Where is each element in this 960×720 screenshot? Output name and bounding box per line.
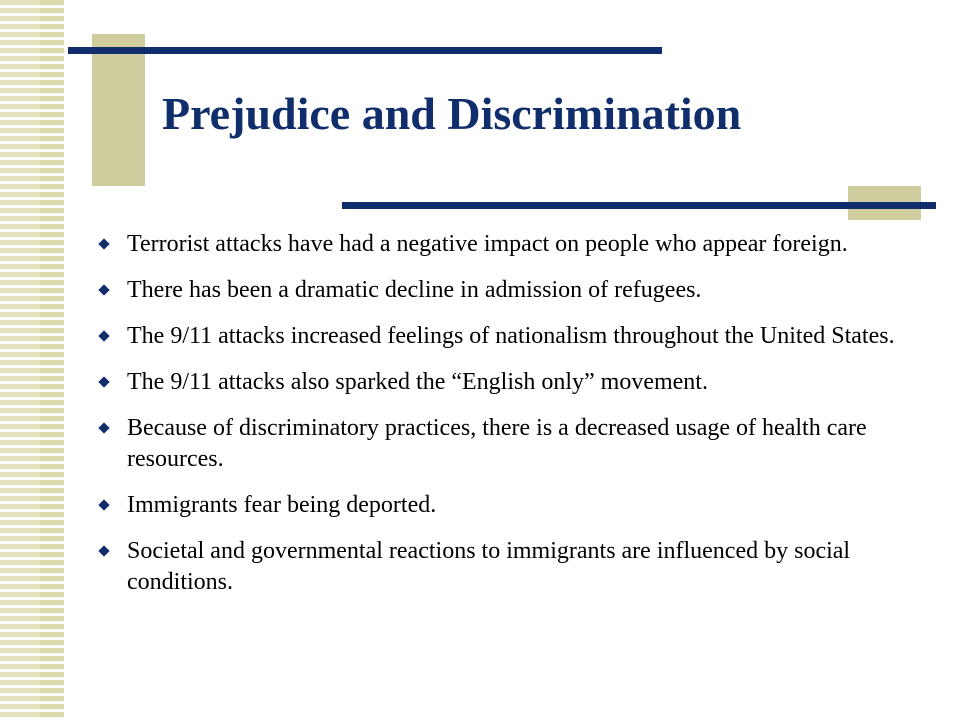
diamond-bullet-icon	[98, 376, 109, 387]
bullet-item	[96, 367, 916, 398]
bullet-text: There has been a dramatic decline in admission of refugees.	[127, 277, 702, 303]
bullet-item	[96, 275, 916, 306]
diamond-bullet-icon	[98, 545, 109, 556]
decorative-stripes	[0, 0, 64, 720]
bullet-text: Societal and governmental reactions to immigrants are influenced by social conditions.	[127, 538, 851, 595]
bullet-item	[96, 413, 916, 475]
bullet-text: Terrorist attacks have had a negative impact on people who appear foreign.	[127, 231, 848, 257]
bullet-item	[96, 321, 916, 352]
bullet-text: Immigrants fear being deported.	[127, 492, 437, 518]
bullet-text: Because of discriminatory practices, there is a decreased usage of health care resources.	[127, 415, 867, 472]
bullet-item	[96, 490, 916, 521]
diamond-bullet-icon	[98, 284, 109, 295]
decorative-line-top	[68, 47, 662, 54]
bullet-text: The 9/11 attacks increased feelings of nationalism throughout the United States.	[127, 323, 895, 349]
bullet-list	[96, 229, 916, 613]
diamond-bullet-icon	[98, 499, 109, 510]
bullet-text: The 9/11 attacks also sparked the “English only” movement.	[127, 369, 708, 395]
decorative-line-bottom	[342, 202, 936, 209]
bullet-item	[96, 229, 916, 260]
slide-title: Prejudice and Discrimination	[162, 88, 742, 139]
decorative-tan-block-left	[92, 34, 145, 186]
diamond-bullet-icon	[98, 330, 109, 341]
bullet-item	[96, 536, 916, 598]
diamond-bullet-icon	[98, 422, 109, 433]
diamond-bullet-icon	[98, 238, 109, 249]
